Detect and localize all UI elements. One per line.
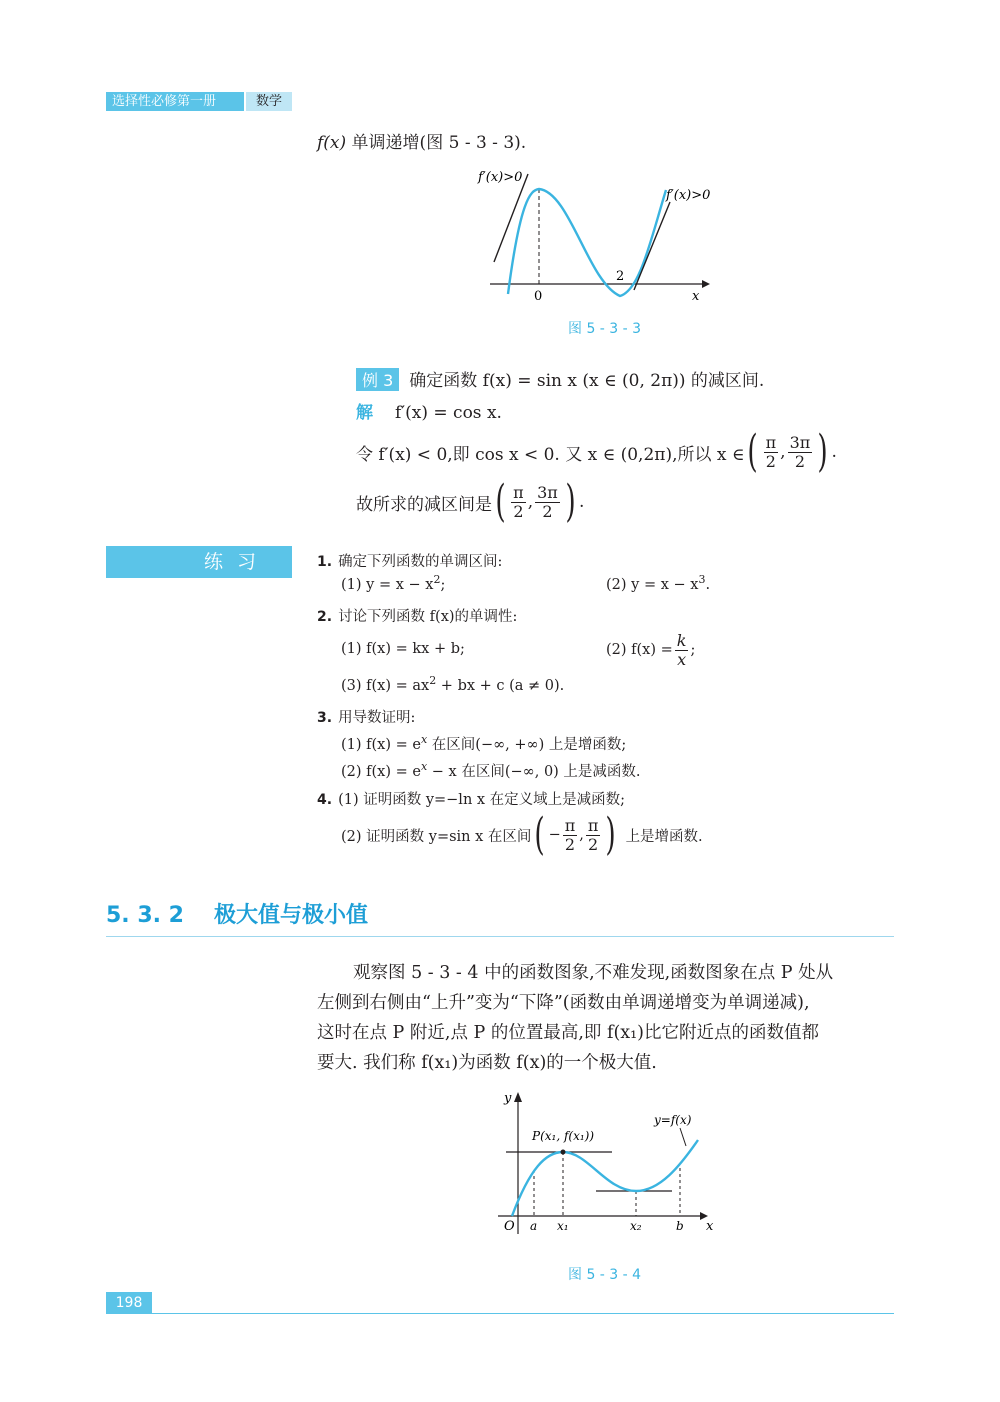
q4-b-end: 上是增函数. [625,828,703,845]
point-p [561,1150,566,1155]
line2-text: 令 f′(x) < 0,即 cos x < 0. 又 x ∈ (0,2π),所以 x ∈ [356,444,745,465]
caption-5-3-4: 图 5 - 3 - 4 [568,1267,642,1283]
minus-sign: − [548,827,561,843]
q1-b-exp: 3 [698,573,706,587]
frac-pi-over-2 [563,817,578,853]
tangent-right [634,202,670,290]
frac-num: π [587,815,599,835]
paren-close: ) [605,809,617,860]
example3-line3 [356,478,584,526]
frac-pi-over-2 [764,434,779,470]
frac-3pi-over-2 [535,484,560,520]
example3-line2 [356,428,837,476]
paren-open: ( [747,426,759,477]
footer-rule [152,1313,894,1314]
book-title-tab: 选择性必修第一册 [106,92,244,111]
label-x1: x₁ [557,1219,569,1233]
comma: , [579,827,584,843]
frac-num: π [765,432,777,452]
frac-den: 2 [513,501,524,521]
q2-b-end: ; [690,642,696,658]
paragraph-line-4: 要大. 我们称 f(x₁)为函数 f(x)的一个极大值. [317,1053,657,1073]
q1-num: 1. [317,554,333,570]
q2-num: 2. [317,609,333,625]
paren-close: ) [817,426,829,477]
q4-a: (1) 证明函数 y=−ln x 在定义域上是减函数; [338,792,626,808]
label-p: P(x₁, f(x₁)) [532,1129,595,1143]
practice-title: 练习 [106,546,292,578]
label-leader [680,1128,686,1146]
q3-a-end: 在区间(−∞, +∞) 上是增函数; [427,737,627,753]
q2-c-exp: 2 [429,674,437,688]
q3-a [341,733,626,754]
frac-den: 2 [564,834,576,854]
paren-open: ( [534,809,546,860]
frac-num: k [676,630,687,650]
frac-num: 3π [537,482,558,502]
tangent-left [494,174,528,262]
practice-q1 [317,550,502,571]
paren-open: ( [495,476,506,527]
frac-den: 2 [588,834,599,854]
comma: , [527,492,534,512]
frac-num: π [513,482,524,502]
section-heading [106,898,368,929]
frac-den: 2 [542,501,553,521]
frac-pi-over-2 [586,817,601,853]
q4-num: 4. [317,792,333,808]
q3-a-text: (1) f(x) = e [341,737,421,753]
q2-b [606,630,695,670]
paragraph-line-2: 左侧到右侧由“上升”变为“下降”(函数由单调递增变为单调递减), [317,993,810,1013]
example3-tag: 例 3 [356,368,399,391]
figure-5-3-3 [470,162,730,312]
label-b: b [676,1219,684,1233]
label-curve: y=f(x) [654,1113,692,1127]
practice-q3 [317,706,415,727]
q2-b-text: (2) f(x) = [606,642,673,658]
q3-b-exp: x [420,760,428,774]
subject-tab: 数学 [246,92,292,111]
solution-label: 解 [356,403,373,423]
frac-den: x [677,649,687,669]
example3-solution-line [356,398,502,423]
paragraph-line-3: 这时在点 P 附近,点 P 的位置最高,即 f(x₁)比它附近点的函数值都 [317,1023,820,1043]
section-number: 5. 3. 2 [106,903,184,928]
q2-a: (1) f(x) = kx + b; [341,641,465,657]
frac-k-over-x [675,632,689,668]
label-y: y [504,1091,512,1106]
q1-text: 确定下列函数的单调区间: [338,554,503,570]
caption-5-3-3: 图 5 - 3 - 3 [568,321,642,337]
paragraph-line-1: 观察图 5 - 3 - 4 中的函数图象,不难发现,函数图象在点 P 处从 [353,963,834,983]
q2-text: 讨论下列函数 f(x)的单调性: [338,609,518,625]
label-zero: 0 [534,289,543,304]
top-text-line [317,128,526,153]
q1-b-end: . [705,577,711,593]
q2-c-end: + bx + c (a ≠ 0). [436,678,565,694]
q3-a-exp: x [420,733,428,747]
label-x: x [706,1219,714,1234]
example3-problem: 确定函数 f(x) = sin x (x ∈ (0, 2π)) 的减区间. [409,371,765,391]
label-left: f′(x)>0 [478,170,523,185]
q2-c-text: (3) f(x) = ax [341,678,430,694]
label-a: a [530,1219,538,1233]
q1-a [341,573,446,593]
top-rest: 单调递增(图 5 - 3 - 3). [346,133,527,153]
q3-b [341,760,641,781]
frac-den: 2 [765,451,776,471]
section-rule [106,936,894,937]
comma: , [780,442,786,462]
label-o: O [504,1219,515,1234]
section-title: 极大值与极小值 [213,903,368,928]
y-axis-arrow [514,1092,522,1102]
x-axis-arrow [702,280,710,288]
frac-3pi-over-2 [788,434,813,470]
q1-a-text: (1) y = x − x [341,577,434,593]
period: . [578,492,585,512]
top-fx: f(x) [317,133,347,153]
frac-num: 3π [789,432,811,452]
line3-text: 故所求的减区间是 [356,494,492,515]
label-x2: x₂ [630,1219,642,1233]
q3-b-end: − x 在区间(−∞, 0) 上是减函数. [427,764,641,780]
practice-q2 [317,605,517,626]
period: . [831,442,837,462]
q1-a-exp: 2 [433,573,441,587]
q3-b-text: (2) f(x) = e [341,764,421,780]
q3-text: 用导数证明: [338,710,416,726]
cubic-curve [508,189,666,296]
page-number: 198 [106,1292,152,1314]
q2-c [341,674,565,694]
frac-den: 2 [794,451,805,471]
q1-b-text: (2) y = x − x [606,577,699,593]
q4-b-text: (2) 证明函数 y=sin x 在区间 [341,828,532,845]
frac-num: π [564,815,576,835]
label-x: x [692,289,700,304]
q1-b [606,573,711,593]
figure-5-3-4 [494,1088,724,1238]
q3-num: 3. [317,710,333,726]
label-right: f′(x)>0 [666,188,711,203]
practice-q4 [317,788,625,809]
q4-b [341,809,703,860]
label-two: 2 [616,269,625,284]
paren-close: ) [565,476,576,527]
example3-problem-line [356,366,764,391]
q1-a-end: ; [440,577,446,593]
frac-pi-over-2 [511,484,526,520]
solution-line1: f′(x) = cos x. [395,403,502,423]
